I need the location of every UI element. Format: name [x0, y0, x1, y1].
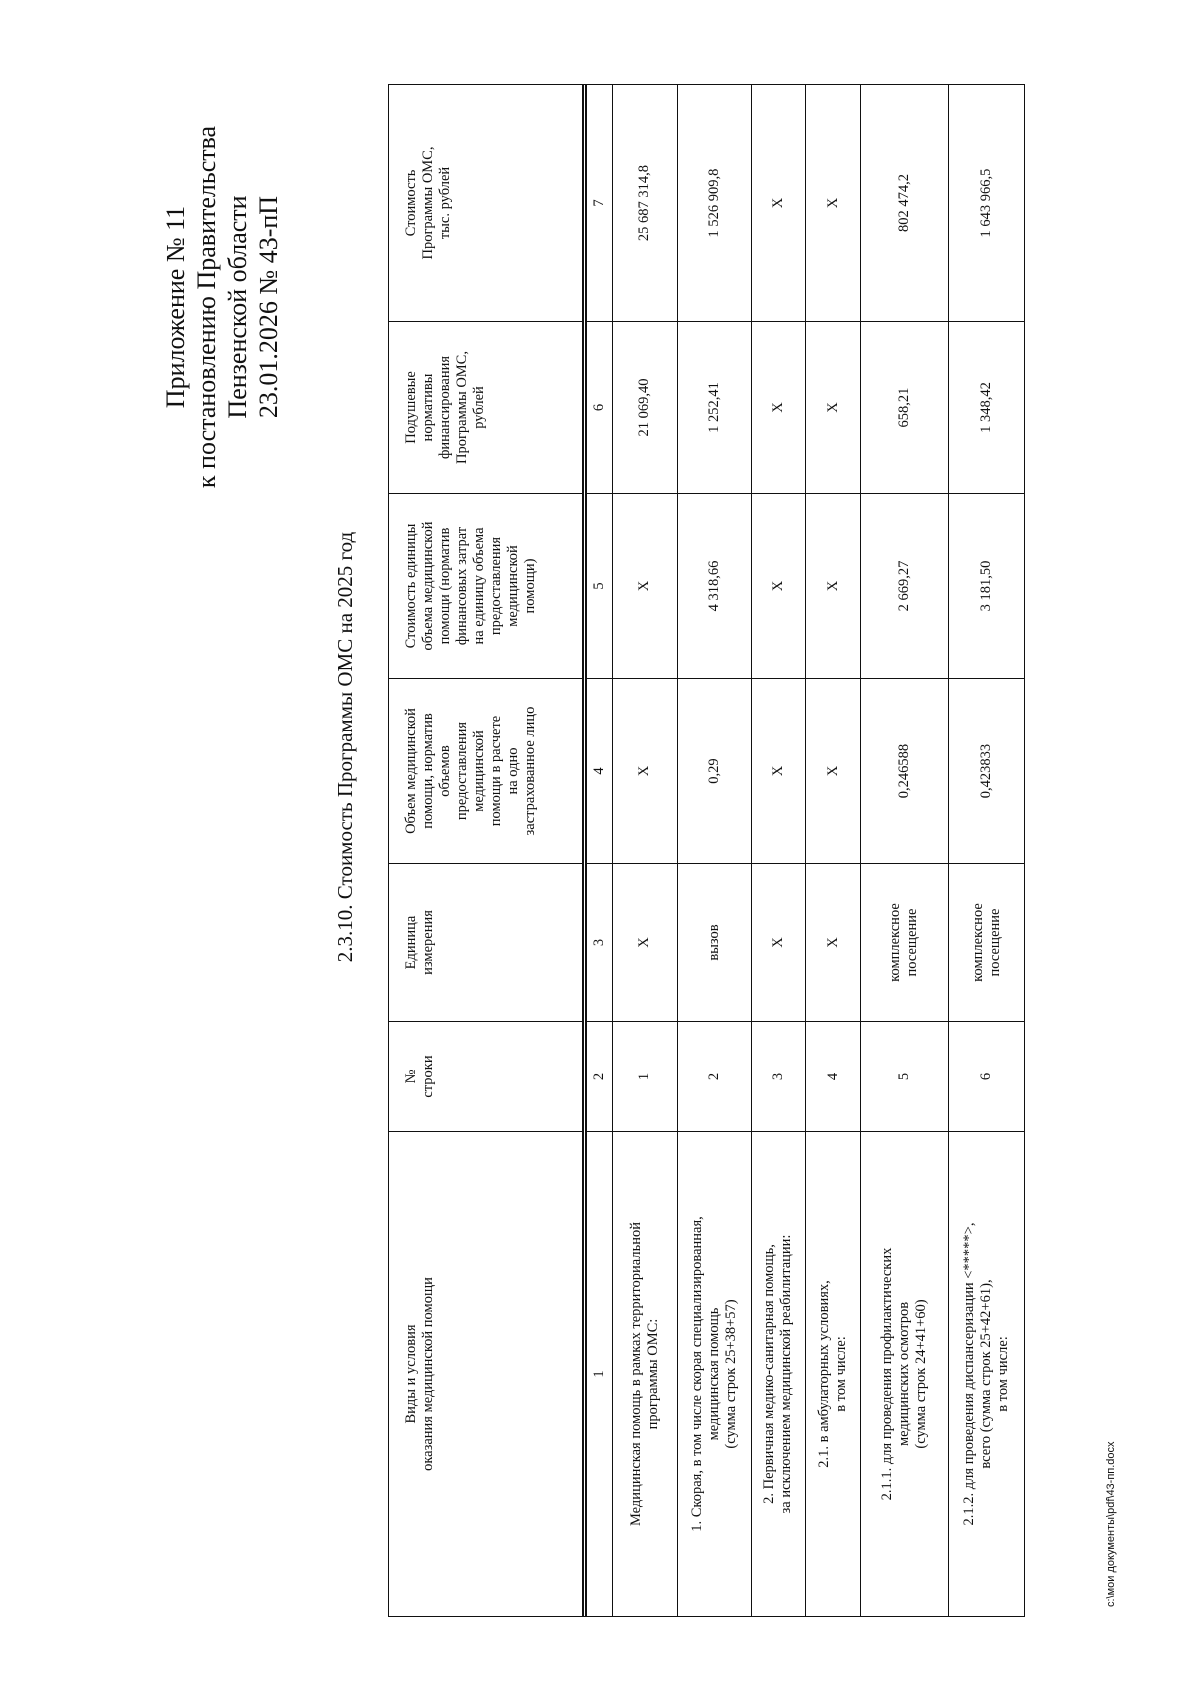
table-cell: X: [806, 322, 861, 494]
table-cell: X: [751, 494, 806, 679]
cost-table: [388, 84, 1025, 1617]
table-cell: комплексное посещение: [949, 864, 1025, 1022]
table-cell: комплексное посещение: [860, 864, 948, 1022]
table-cell: 802 474,2: [860, 85, 948, 322]
header-cell: Виды и условия оказания медицинской помощи: [389, 1132, 583, 1617]
table-cell: 0,246588: [860, 679, 948, 864]
column-numbers-row: [586, 85, 612, 1617]
table-title: 2.3.10. Стоимость Программы ОМС на 2025 год: [333, 531, 357, 963]
column-number-cell: 7: [586, 85, 612, 322]
column-number-cell: 6: [586, 322, 612, 494]
table-cell: X: [751, 864, 806, 1022]
header-cell: Подушевые нормативы финансирования Программы ОМС, рублей: [389, 322, 583, 494]
care-type-cell: 2.1.1. для проведения профилактических медицинских осмотров (сумма строк 24+41+60): [860, 1132, 948, 1617]
table-cell: X: [806, 864, 861, 1022]
table-row: [677, 85, 751, 1617]
column-number-cell: 5: [586, 494, 612, 679]
appendix-line: Приложение № 11: [161, 205, 190, 409]
table-cell: 1 643 966,5: [949, 85, 1025, 322]
table-cell: X: [612, 494, 677, 679]
table-row: [860, 85, 948, 1617]
table-cell: X: [612, 679, 677, 864]
appendix-line: Пензенской области: [223, 195, 252, 419]
table-cell: 4: [806, 1022, 861, 1132]
header-cell: Объем медицинской помощи, норматив объемов предоставления медицинской помощи в расчете на одно застрахованное лицо: [389, 679, 583, 864]
table-row: [806, 85, 861, 1617]
table-cell: вызов: [677, 864, 751, 1022]
table-cell: X: [751, 322, 806, 494]
column-number-cell: 1: [586, 1132, 612, 1617]
table-cell: 5: [860, 1022, 948, 1132]
table-cell: 1 526 909,8: [677, 85, 751, 322]
column-number-cell: 2: [586, 1022, 612, 1132]
header-cell: № строки: [389, 1022, 583, 1132]
table-cell: 3: [751, 1022, 806, 1132]
table-cell: 0,423833: [949, 679, 1025, 864]
table-cell: 1 348,42: [949, 322, 1025, 494]
column-number-cell: 3: [586, 864, 612, 1022]
table-cell: 2: [677, 1022, 751, 1132]
table-cell: 3 181,50: [949, 494, 1025, 679]
header-cell: Единица измерения: [389, 864, 583, 1022]
table-cell: X: [751, 85, 806, 322]
appendix-line: 23.01.2026 № 43-пП: [254, 195, 283, 419]
header-cell: Стоимость единицы объема медицинской помощи (норматив финансовых затрат на единицу объема предоставления медицинской помощи): [389, 494, 583, 679]
table-cell: 4 318,66: [677, 494, 751, 679]
header-cell: Стоимость Программы ОМС, тыс. рублей: [389, 85, 583, 322]
table-row: [949, 85, 1025, 1617]
table-cell: 1 252,41: [677, 322, 751, 494]
appendix-line: к постановлению Правительства: [192, 125, 221, 489]
table-cell: X: [806, 494, 861, 679]
table-cell: X: [612, 864, 677, 1022]
table-cell: 658,21: [860, 322, 948, 494]
column-number-cell: 4: [586, 679, 612, 864]
table-cell: X: [806, 85, 861, 322]
table-cell: 6: [949, 1022, 1025, 1132]
care-type-cell: 2. Первичная медико-санитарная помощь, за исключением медицинской реабилитации:: [751, 1132, 806, 1617]
care-type-cell: Медицинская помощь в рамках территориальной программы ОМС:: [612, 1132, 677, 1617]
care-type-cell: 1. Скорая, в том числе скорая специализированная, медицинская помощь (сумма строк 25+38+57): [677, 1132, 751, 1617]
care-type-cell: 2.1. в амбулаторных условиях, в том числе:: [806, 1132, 861, 1617]
table-cell: 0,29: [677, 679, 751, 864]
table-cell: 2 669,27: [860, 494, 948, 679]
table-header-row: [389, 85, 583, 1617]
appendix-header: [160, 67, 284, 547]
table-row: [612, 85, 677, 1617]
table-cell: X: [751, 679, 806, 864]
care-type-cell: 2.1.2. для проведения диспансеризации <*****>, всего (сумма строк 25+42+61), в том числе:: [949, 1132, 1025, 1617]
file-path: c:\мои документы\pdf\43-пп.docx: [1105, 1441, 1117, 1607]
table-cell: 21 069,40: [612, 322, 677, 494]
table-cell: X: [806, 679, 861, 864]
table-cell: 25 687 314,8: [612, 85, 677, 322]
table-cell: 1: [612, 1022, 677, 1132]
table-row: [751, 85, 806, 1617]
